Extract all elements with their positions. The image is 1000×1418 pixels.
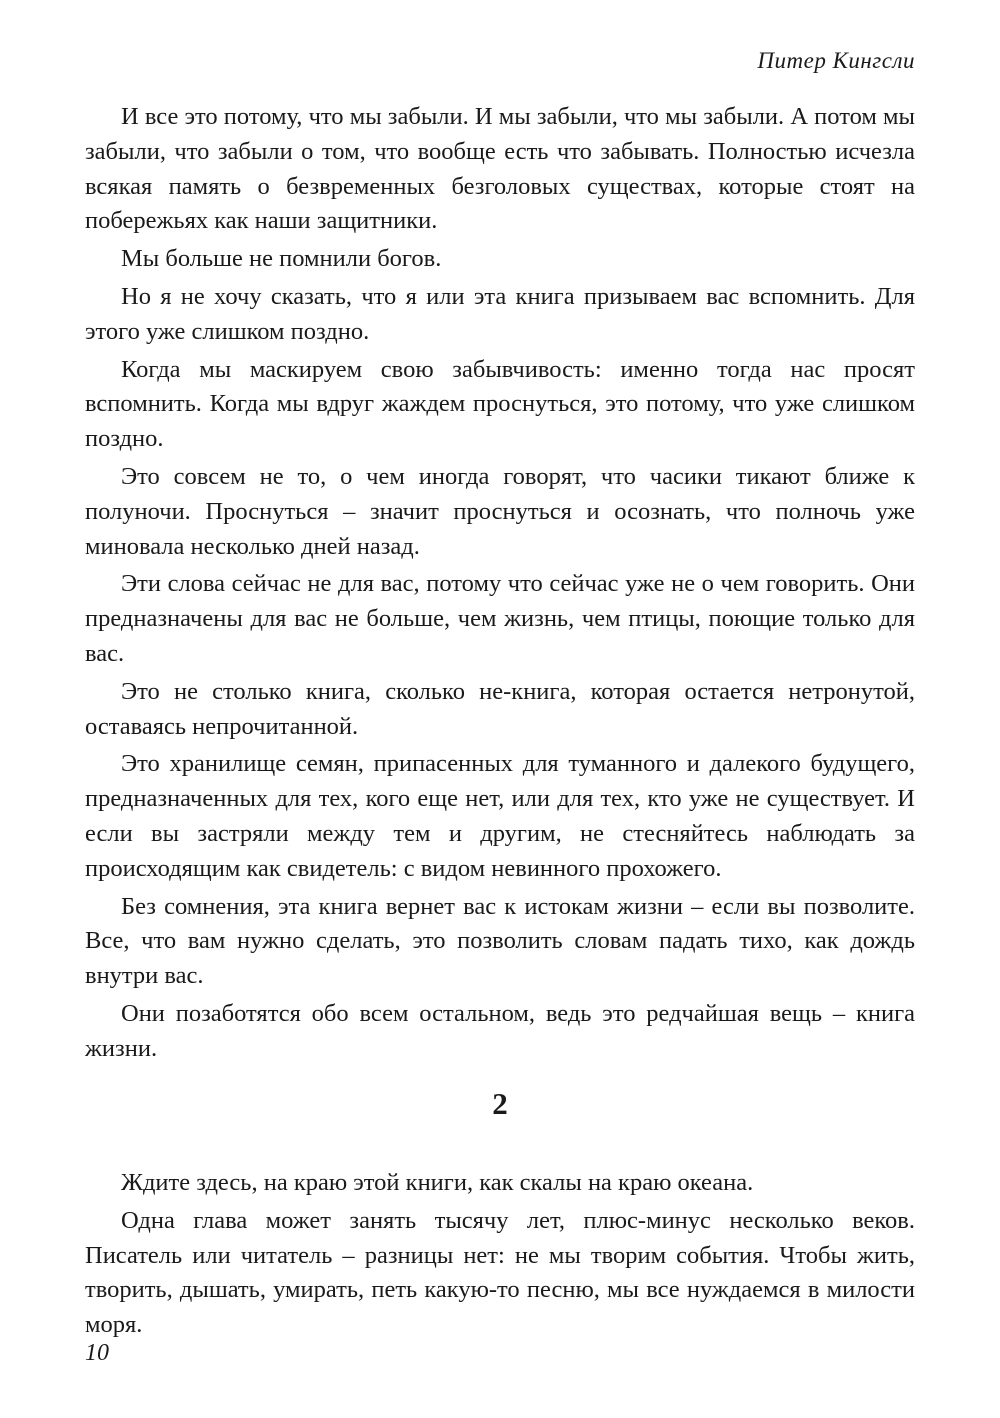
page-number: 10 <box>85 1340 109 1366</box>
running-header-author: Питер Кингсли <box>757 48 915 73</box>
chapter-number: 2 <box>492 1086 508 1121</box>
paragraph: Без сомнения, эта книга вернет вас к истокам жизни – если вы позволите. Все, что вам нужно сделать, это позволить словам падать тихо, как дождь внутри вас. <box>85 892 915 990</box>
paragraph: Эти слова сейчас не для вас, потому что сейчас уже не о чем говорить. Они предназначены для вас не больше, чем жизнь, чем птицы, поющие только для вас. <box>85 570 915 667</box>
paragraph: Ждите здесь, на краю этой книги, как скалы на краю океана. <box>121 1169 754 1196</box>
paragraph: Но я не хочу сказать, что я или эта книга призываем вас вспомнить. Для этого уже слишком поздно. <box>85 282 915 345</box>
paragraph: Это совсем не то, о чем иногда говорят, что часики тикают ближе к полуночи. Проснуться – значит проснуться и осознать, что полночь уже миновала несколько дней назад. <box>85 462 915 560</box>
main-text-section-1 <box>85 100 915 1070</box>
paragraph: Они позаботятся обо всем остальном, ведь это редчайшая вещь – книга жизни. <box>85 999 915 1062</box>
paragraph: Это хранилище семян, припасенных для туманного и далекого будущего, предназначенных для тех, кого еще нет, или для тех, кто уже не существует. И если вы застряли между тем и другим, не стесняйтесь наблюдать за происходящим как свидетель: с видом невинного прохожего. <box>85 750 915 882</box>
paragraph: Когда мы маскируем свою забывчивость: именно тогда нас просят вспомнить. Когда мы вдруг жаждем проснуться, это потому, что уже слишком поздно. <box>85 355 915 453</box>
main-text-section-2 <box>85 1166 915 1346</box>
paragraph: Это не столько книга, сколько не-книга, которая остается нетронутой, оставаясь непрочитанной. <box>85 677 915 740</box>
paragraph: Одна глава может занять тысячу лет, плюс-минус несколько веков. Писатель или читатель – разницы нет: не мы творим события. Чтобы жить, творить, дышать, умирать, петь какую-то песню, мы все нуждаемся в милости моря. <box>85 1206 915 1339</box>
paragraph: И все это потому, что мы забыли. И мы забыли, что мы забыли. А потом мы забыли, что забыли о том, что вообще есть что забывать. Полностью исчезла всякая память о безвременных безголовых существах, которые стоят на побережьях как наши защитники. <box>85 103 915 235</box>
paragraph: Мы больше не помнили богов. <box>121 245 442 273</box>
